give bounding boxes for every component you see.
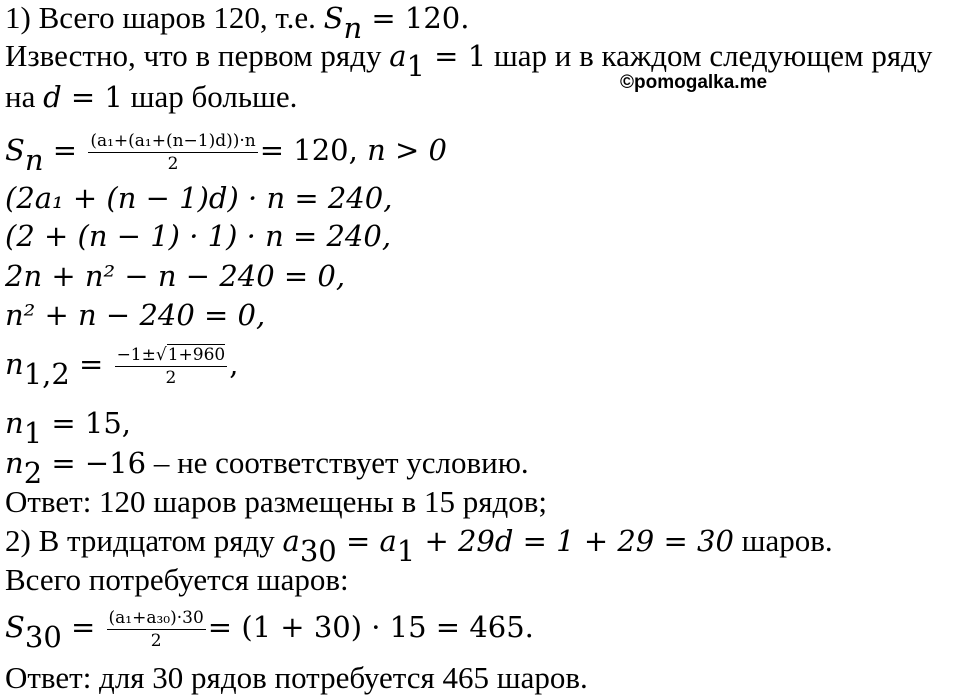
line-8: [5, 297, 265, 333]
sum-rhs: = 120,: [259, 133, 368, 167]
s30-symbol: S: [5, 610, 25, 644]
s30-fraction: [107, 607, 206, 652]
equation-7: 2n + n² − n − 240 = 0,: [5, 259, 346, 293]
a1-symbol: = a: [336, 524, 397, 558]
equals-sign: =: [61, 610, 105, 644]
sqrt-sign: √: [155, 345, 167, 366]
sum-symbol: S: [323, 1, 344, 35]
sum-lhs-sub: n: [24, 143, 44, 178]
line-13-equation: + 29d = 1 + 29 = 30: [415, 524, 734, 558]
root-1-sub: 1: [23, 416, 43, 451]
line-9-roots-formula: [5, 342, 239, 392]
sqrt-radicand: 1+960: [167, 345, 226, 366]
line-10: [5, 405, 131, 451]
roots-fraction-denominator: 2: [165, 368, 177, 389]
equation-6: (2 + (n − 1) · 1) · n = 240,: [5, 219, 392, 253]
line-13-text: 2) В тридцатом ряду: [5, 523, 283, 558]
root-2-symbol: n: [5, 446, 24, 480]
a30-sub: 30: [299, 534, 337, 569]
root-1-symbol: n: [5, 406, 24, 440]
answer-2-text: Ответ: для 30 рядов потребуется 465 шаров.: [5, 660, 588, 695]
line-3: [5, 79, 297, 115]
a-subscript: 1: [406, 49, 425, 84]
roots-num-prefix: −1±: [116, 345, 156, 366]
line-16-answer-2: [5, 660, 588, 696]
sum-fraction-numerator: (a₁+(a₁+(n−1)d))·n: [90, 131, 256, 152]
line-13: [5, 523, 833, 569]
sum-fraction: [88, 130, 257, 175]
line-7: [5, 258, 345, 294]
watermark: ©pomogalka.me: [620, 72, 768, 93]
line-11: [5, 445, 529, 491]
line-2-text: Известно, что в первом ряду: [5, 38, 390, 73]
sum-condition: n > 0: [367, 133, 447, 167]
root-2-value: = −16: [42, 446, 147, 480]
line-1: [5, 0, 470, 46]
line-15-s30-formula: [5, 605, 534, 655]
s30-fraction-numerator: (a₁+a₃₀)·30: [108, 608, 204, 629]
equals-sign: =: [43, 133, 87, 167]
s30-rhs: = (1 + 30) · 15 = 465.: [207, 610, 534, 644]
line-1-text: 1) Всего шаров 120, т.е.: [5, 0, 324, 35]
roots-lhs-sub: 1,2: [23, 357, 70, 392]
a30-symbol: a: [282, 524, 300, 558]
line-3-text: на: [5, 79, 44, 114]
roots-comma: ,: [229, 347, 239, 381]
line-13-tail: шаров.: [733, 523, 833, 558]
a-symbol: a: [389, 39, 407, 73]
line-12-answer-1: [5, 484, 547, 520]
s30-sub: 30: [24, 620, 62, 655]
root-1-value: = 15,: [42, 406, 131, 440]
line-3-tail: шар больше.: [122, 79, 298, 114]
line-2-value: = 1: [424, 39, 487, 73]
line-1-value: = 120.: [362, 1, 470, 35]
sum-lhs: S: [5, 133, 25, 167]
d-symbol: d: [43, 80, 62, 114]
line-14: [5, 562, 349, 598]
sum-fraction-denominator: 2: [167, 154, 179, 175]
equation-5: (2a₁ + (n − 1)d) · n = 240,: [5, 181, 393, 215]
roots-lhs: n: [5, 347, 24, 381]
a1-sub: 1: [396, 534, 416, 569]
sum-subscript: n: [343, 11, 363, 46]
line-2-tail: шар и в каждом следующем ряду: [486, 38, 933, 73]
roots-fraction: [115, 344, 228, 389]
equals-sign: =: [69, 347, 113, 381]
equation-8: n² + n − 240 = 0,: [5, 298, 266, 332]
s30-fraction-denominator: 2: [150, 631, 162, 652]
answer-1-text: Ответ: 120 шаров размещены в 15 рядов;: [5, 484, 547, 519]
line-14-text: Всего потребуется шаров:: [5, 562, 349, 597]
line-4-sum-formula: [5, 128, 447, 178]
root-2-sub: 2: [23, 456, 43, 491]
roots-fraction-numerator: [115, 344, 228, 367]
line-5: [5, 180, 392, 216]
line-6: [5, 218, 391, 254]
line-3-value: = 1: [61, 80, 123, 114]
root-2-note: – не соответствует условию.: [146, 445, 529, 480]
